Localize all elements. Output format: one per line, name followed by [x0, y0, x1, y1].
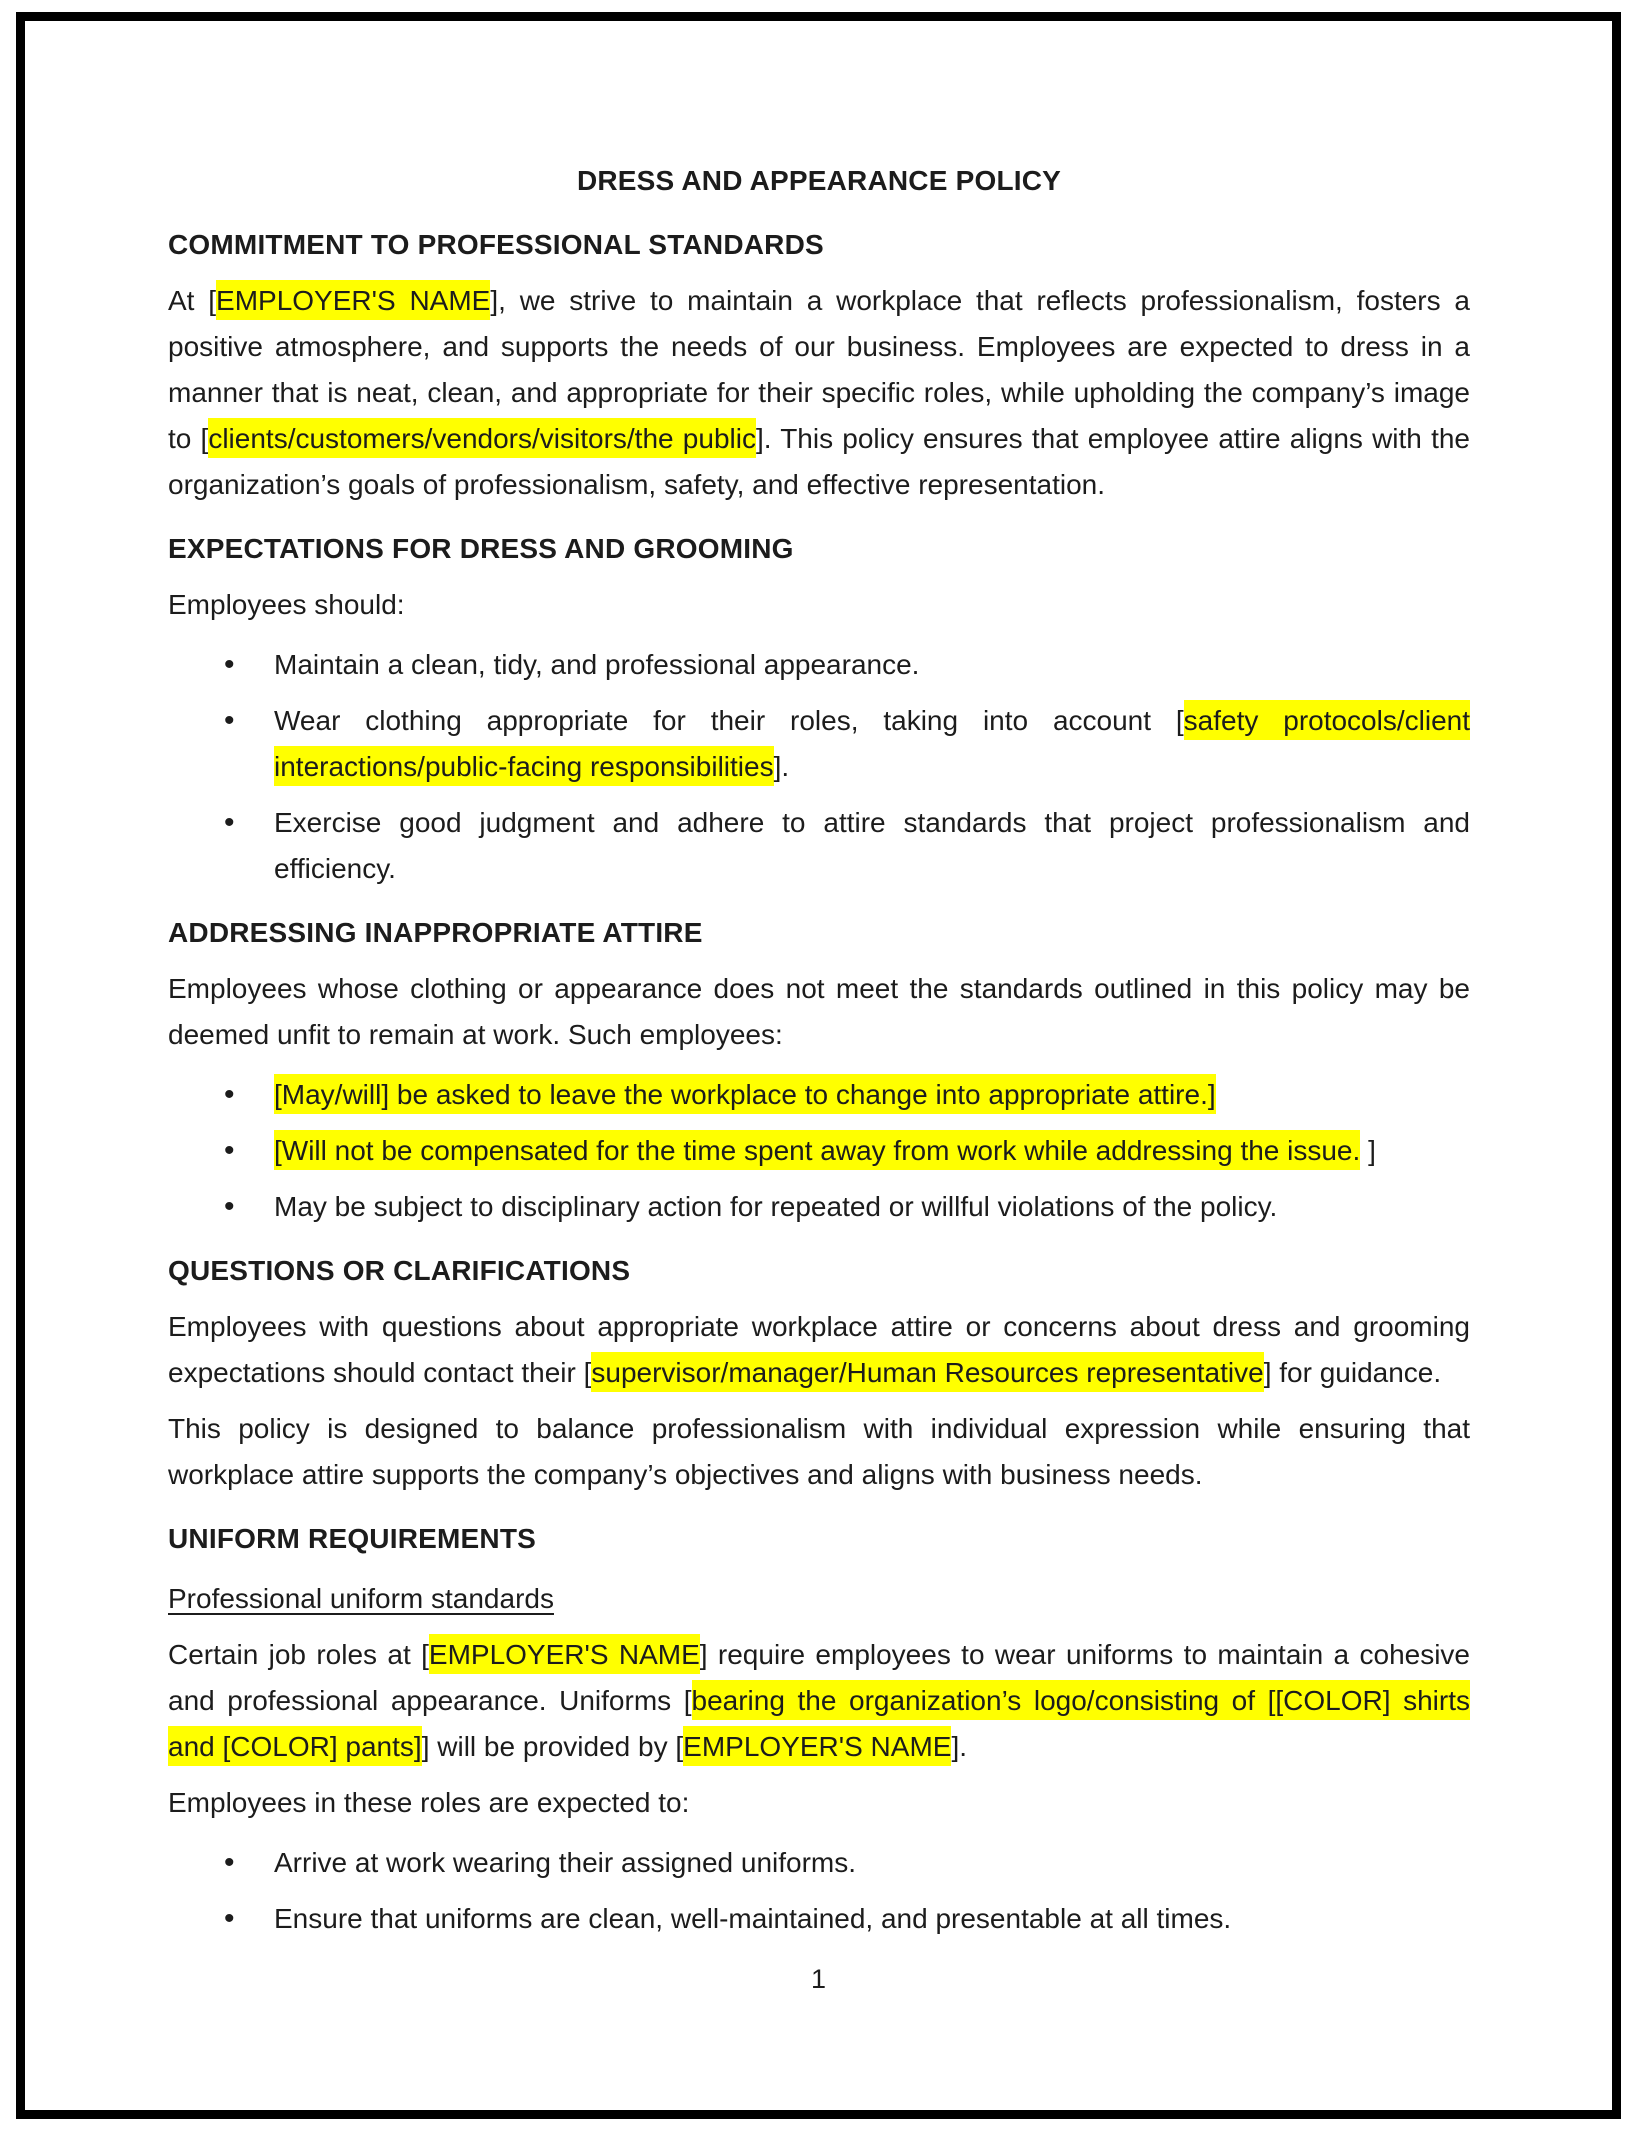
text-run: ] require employees to wear uniforms to maintain a cohesive and professional appearance. Uniforms [ — [168, 1639, 1470, 1716]
highlighted-placeholder: EMPLOYER'S NAME — [216, 280, 490, 320]
bullet-list — [168, 1840, 1470, 1942]
text-run: ] for guidance. — [1263, 1357, 1442, 1388]
text-run: This policy is designed to balance professionalism with individual expression while ensuring that workplace attire supports the company’s objectives and aligns with business needs. — [168, 1413, 1470, 1490]
text-run: ]. This policy ensures that employee attire aligns with the organization’s goals of professionalism, safety, and effective representation. — [168, 423, 1470, 500]
list-item — [168, 642, 1470, 688]
text-run: Ensure that uniforms are clean, well-maintained, and presentable at all times. — [274, 1903, 1232, 1934]
subsection-heading: Professional uniform standards — [168, 1583, 554, 1614]
text-run: ]. — [773, 751, 790, 782]
highlighted-placeholder: [May/will] be asked to leave the workplace to change into appropriate attire.] — [274, 1074, 1216, 1114]
paragraph — [168, 1780, 1470, 1826]
bullet-list — [168, 642, 1470, 892]
document-title: DRESS AND APPEARANCE POLICY — [576, 165, 1062, 196]
list-item — [168, 1840, 1470, 1886]
list-item — [168, 1072, 1470, 1118]
text-run: May be subject to disciplinary action for repeated or willful violations of the policy. — [274, 1191, 1278, 1222]
text-run: ]. — [951, 1731, 968, 1762]
highlighted-placeholder: clients/customers/vendors/visitors/the public — [208, 418, 756, 458]
paragraph — [168, 1304, 1470, 1396]
list-item — [168, 1184, 1470, 1230]
section-heading: QUESTIONS OR CLARIFICATIONS — [168, 1255, 631, 1286]
text-run: ] will be provided by [ — [421, 1731, 684, 1762]
paragraph — [168, 1632, 1470, 1770]
paragraph — [168, 582, 1470, 628]
text-run: Exercise good judgment and adhere to attire standards that project professionalism and efficiency. — [274, 807, 1470, 884]
paragraph — [168, 278, 1470, 508]
highlighted-placeholder: supervisor/manager/Human Resources representative — [591, 1352, 1263, 1392]
list-item — [168, 1128, 1470, 1174]
highlighted-placeholder: [Will not be compensated for the time spent away from work while addressing the issue. — [274, 1130, 1360, 1170]
list-item — [168, 800, 1470, 892]
list-item — [168, 698, 1470, 790]
section-heading: UNIFORM REQUIREMENTS — [168, 1523, 536, 1554]
text-run: At [ — [168, 285, 217, 316]
highlighted-placeholder: EMPLOYER'S NAME — [683, 1726, 951, 1766]
text-run: Employees in these roles are expected to: — [168, 1787, 690, 1818]
text-run: Wear clothing appropriate for their roles, taking into account [ — [274, 705, 1184, 736]
text-run: Certain job roles at [ — [168, 1639, 429, 1670]
section-heading: EXPECTATIONS FOR DRESS AND GROOMING — [168, 533, 794, 564]
highlighted-placeholder: safety protocols/client interactions/public-facing responsibilities — [274, 700, 1470, 786]
list-item — [168, 1896, 1470, 1942]
document-content — [168, 158, 1470, 1952]
highlighted-placeholder: bearing the organization’s logo/consisting of [[COLOR] shirts and [COLOR] pants] — [168, 1680, 1470, 1766]
section-heading: ADDRESSING INAPPROPRIATE ATTIRE — [168, 917, 703, 948]
text-run: Employees whose clothing or appearance does not meet the standards outlined in this policy may be deemed unfit to remain at work. Such employees: — [168, 973, 1470, 1050]
page-number: 1 — [810, 1964, 827, 1994]
text-run: ] — [1360, 1135, 1376, 1166]
section-heading: COMMITMENT TO PROFESSIONAL STANDARDS — [168, 229, 824, 260]
text-run: Maintain a clean, tidy, and professional appearance. — [274, 649, 920, 680]
text-run: Arrive at work wearing their assigned uniforms. — [274, 1847, 857, 1878]
text-run: ], we strive to maintain a workplace that reflects professionalism, fosters a positive atmosphere, and supports the needs of our business. Employees are expected to dress in a manner that is neat, clean, and appropriate for their specific roles, while upholding the company’s image to [ — [168, 285, 1470, 454]
paragraph — [168, 966, 1470, 1058]
text-run: Employees with questions about appropriate workplace attire or concerns about dress and grooming expectations should contact their [ — [168, 1311, 1470, 1388]
highlighted-placeholder: EMPLOYER'S NAME — [429, 1634, 700, 1674]
bullet-list — [168, 1072, 1470, 1230]
paragraph — [168, 1406, 1470, 1498]
text-run: Employees should: — [168, 589, 405, 620]
